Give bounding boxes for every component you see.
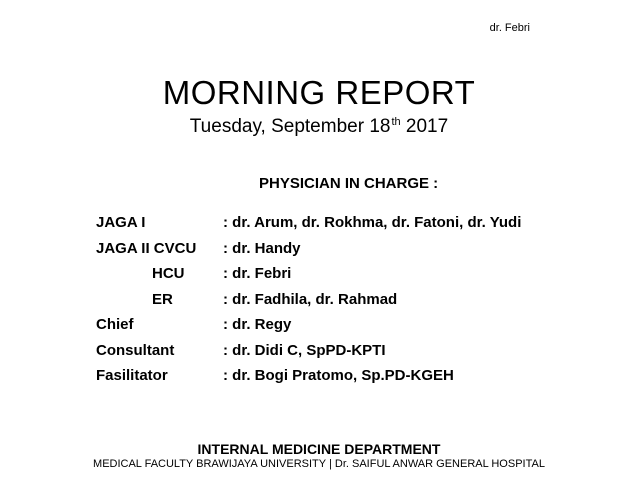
roster-value: : dr. Handy — [223, 239, 301, 257]
roster-label: Fasilitator — [96, 367, 168, 384]
author-label: dr. Febri — [489, 22, 530, 34]
roster-value: : dr. Bogi Pratomo, Sp.PD-KGEH — [223, 367, 454, 384]
department-name: INTERNAL MEDICINE DEPARTMENT — [197, 441, 441, 457]
roster-value: : dr. Fadhila, dr. Rahmad — [223, 290, 398, 308]
roster-value: : dr. Didi C, SpPD-KPTI — [223, 341, 386, 359]
roster-label: Consultant — [96, 341, 175, 359]
date-year: 2017 — [405, 116, 449, 137]
date-suffix: th — [391, 116, 401, 128]
roster-label: ER — [152, 290, 173, 308]
report-date — [0, 116, 638, 138]
institution-name: MEDICAL FACULTY BRAWIJAYA UNIVERSITY | Dr. SAIFUL ANWAR GENERAL HOSPITAL — [93, 458, 545, 470]
roster-label: JAGA II CVCU — [96, 239, 197, 257]
roster-label: HCU — [152, 265, 185, 282]
date-text: Tuesday, September 18 — [189, 116, 391, 137]
roster-value: : dr. Febri — [223, 265, 292, 282]
roster-value: : dr. Regy — [223, 316, 292, 333]
roster-label: JAGA I — [96, 214, 146, 231]
section-heading: PHYSICIAN IN CHARGE : — [259, 175, 439, 192]
page-title: MORNING REPORT — [162, 74, 476, 111]
roster-label: Chief — [96, 316, 134, 333]
roster-value: : dr. Arum, dr. Rokhma, dr. Fatoni, dr. Yudi — [223, 214, 522, 231]
